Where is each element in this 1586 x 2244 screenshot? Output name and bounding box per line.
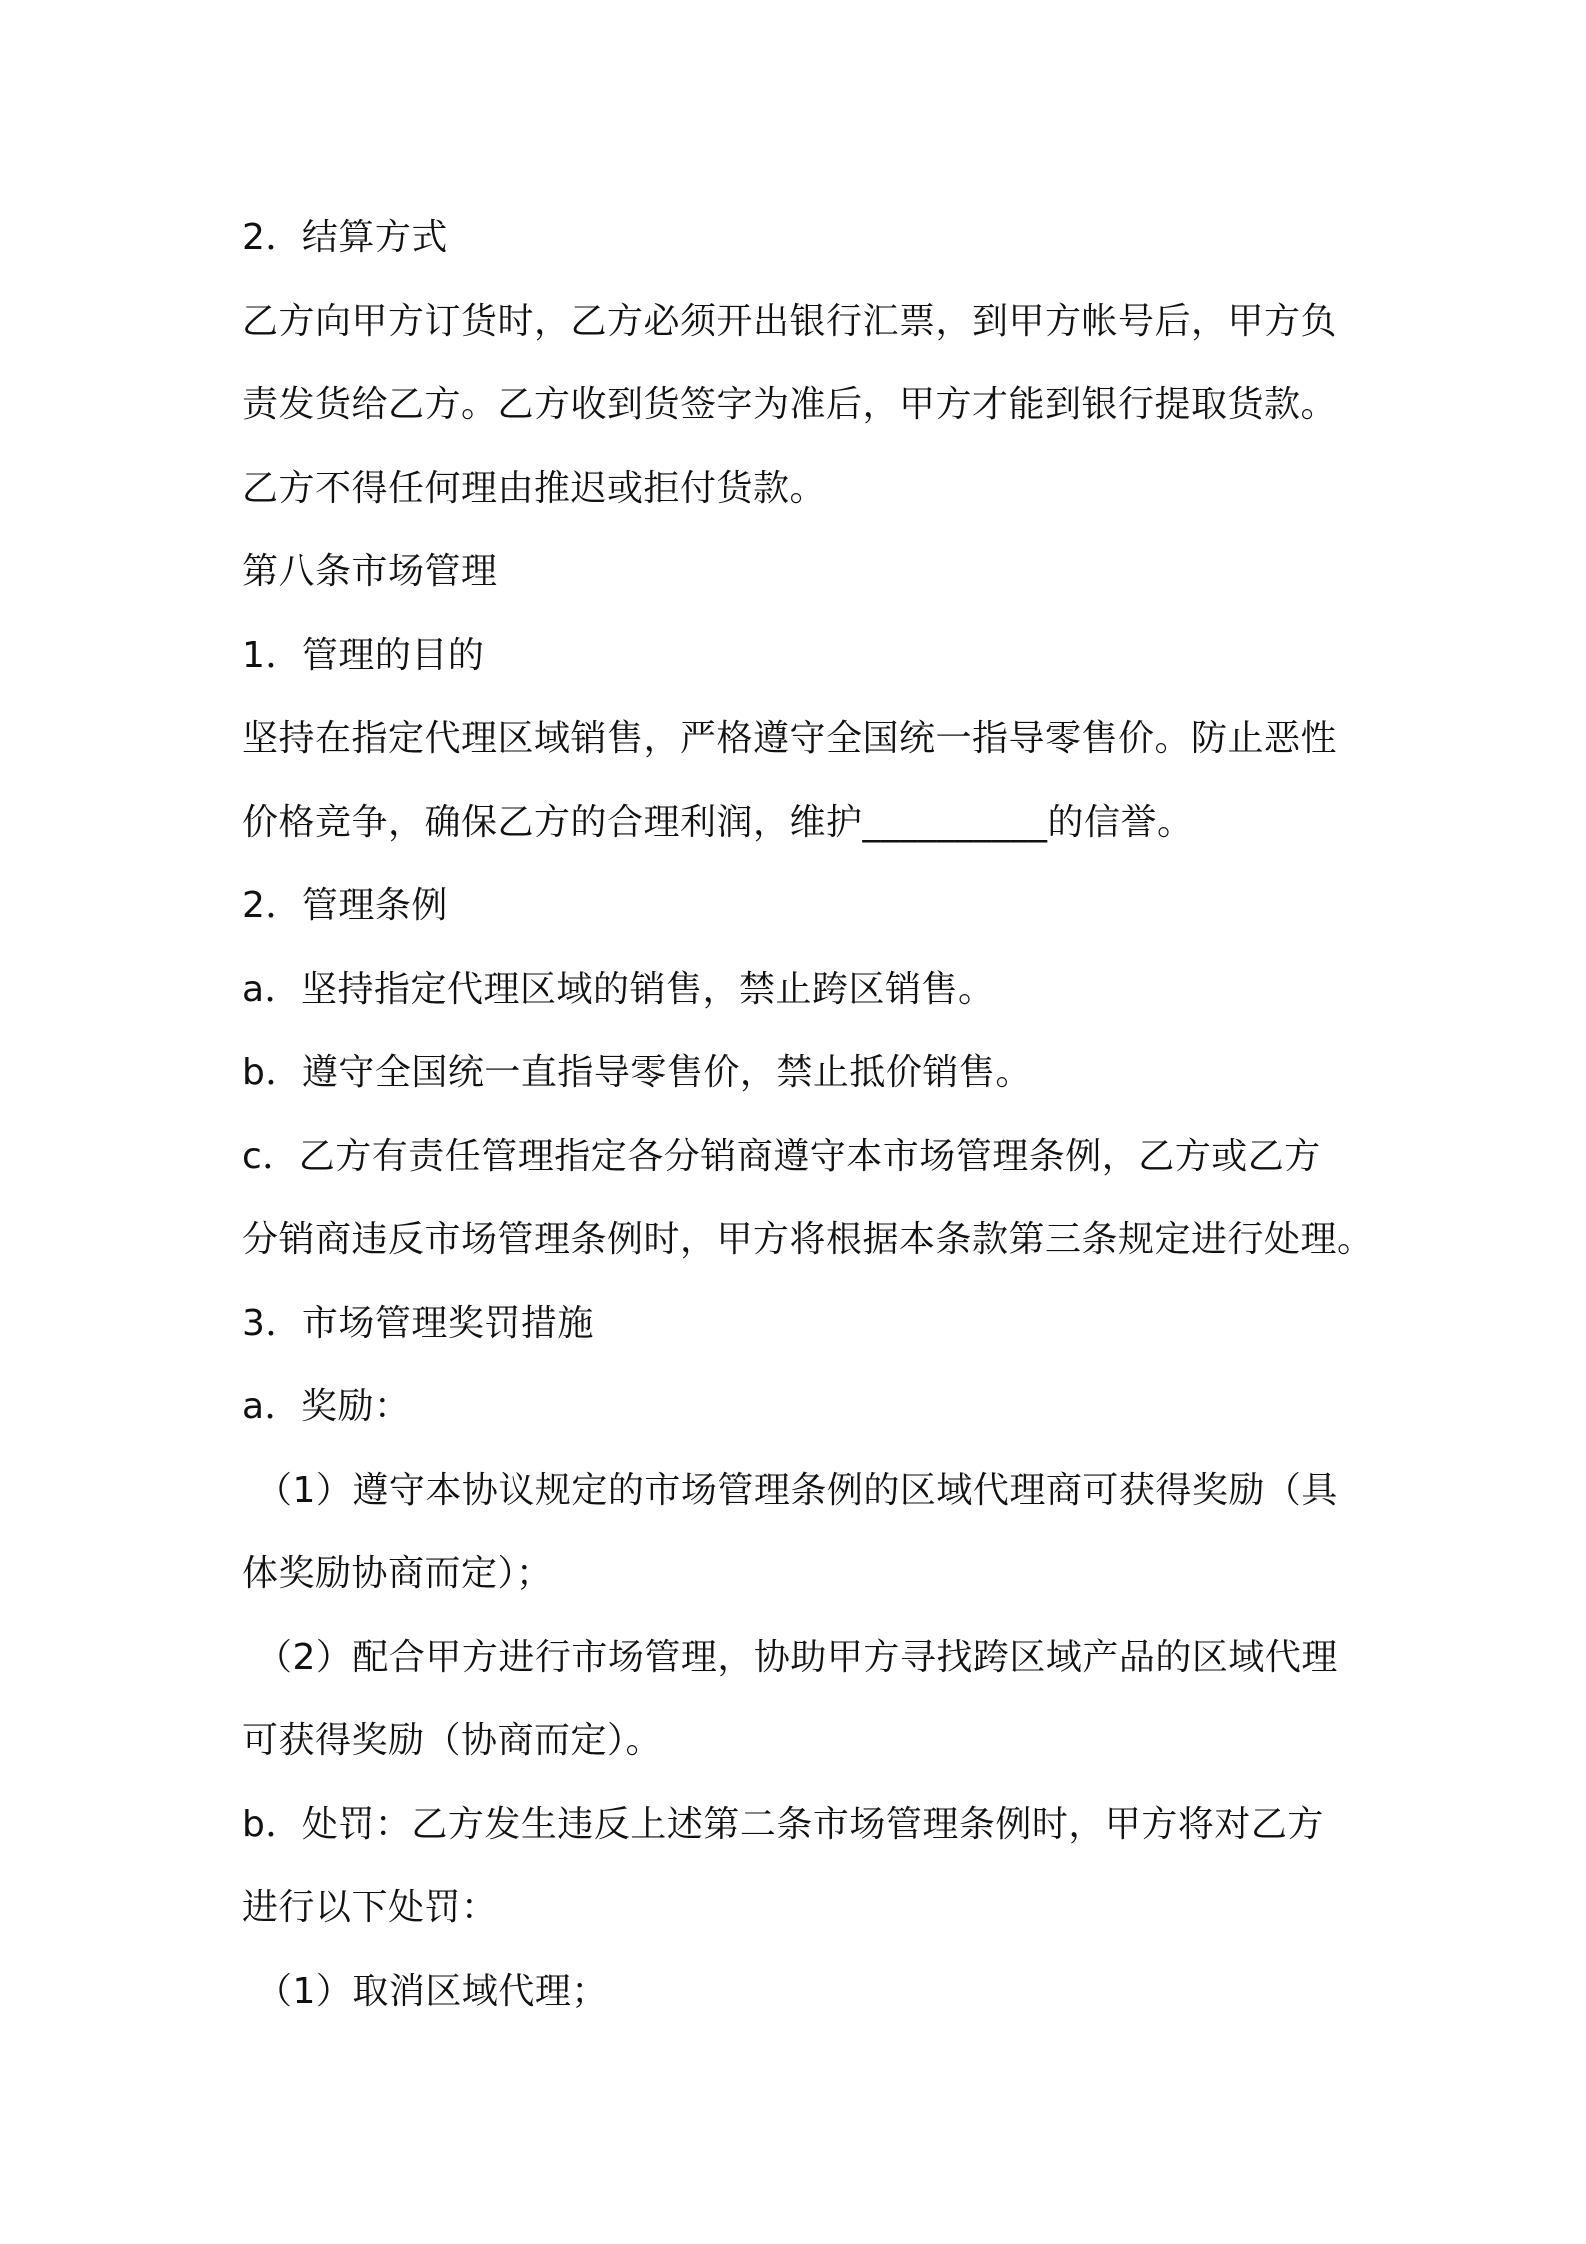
- subheading-settlement-method: 2．结算方式: [242, 217, 448, 258]
- paragraph-line: 价格竞争，确保乙方的合理利润，维护__________的信誉。: [242, 801, 1194, 843]
- paragraph-line: 分销商违反市场管理条例时，甲方将根据本条款第三条规定进行处理。: [242, 1219, 1374, 1260]
- paragraph-line: 乙方不得任何理由推迟或拒付货款。: [242, 467, 827, 509]
- list-item: （2）配合甲方进行市场管理，协助甲方寻找跨区域产品的区域代理: [256, 1636, 1338, 1678]
- subheading-management-purpose: 1．管理的目的: [242, 634, 485, 676]
- list-item: c．乙方有责任管理指定各分销商遵守本市场管理条例，乙方或乙方: [242, 1135, 1321, 1177]
- paragraph-line: 体奖励协商而定）；: [242, 1553, 553, 1594]
- list-item: （1）遵守本协议规定的市场管理条例的区域代理商可获得奖励（具: [256, 1469, 1338, 1511]
- paragraph-line: 进行以下处罚：: [242, 1887, 498, 1928]
- document-body: [242, 196, 1392, 2033]
- list-item: b．遵守全国统一直指导零售价，禁止抵价销售。: [242, 1052, 1032, 1093]
- subheading-management-rules: 2．管理条例: [242, 885, 448, 926]
- list-item: （1）取消区域代理；: [256, 1970, 608, 2012]
- paragraph-line: 可获得奖励（协商而定）。: [242, 1720, 663, 1761]
- paragraph-line: 乙方向甲方订货时，乙方必须开出银行汇票，到甲方帐号后，甲方负: [242, 300, 1338, 342]
- paragraph-line: 坚持在指定代理区域销售，严格遵守全国统一指导零售价。防止恶性: [242, 718, 1338, 759]
- list-item: a．坚持指定代理区域的销售，禁止跨区销售。: [242, 968, 995, 1010]
- subheading-reward-penalty: 3．市场管理奖罚措施: [242, 1302, 594, 1344]
- article-heading-market-management: 第八条市场管理: [242, 551, 498, 592]
- paragraph-line: 责发货给乙方。乙方收到货签字为准后，甲方才能到银行提取货款。: [242, 384, 1338, 425]
- list-item: b．处罚：乙方发生违反上述第二条市场管理条例时，甲方将对乙方: [242, 1803, 1324, 1845]
- list-item: a．奖励：: [242, 1386, 411, 1427]
